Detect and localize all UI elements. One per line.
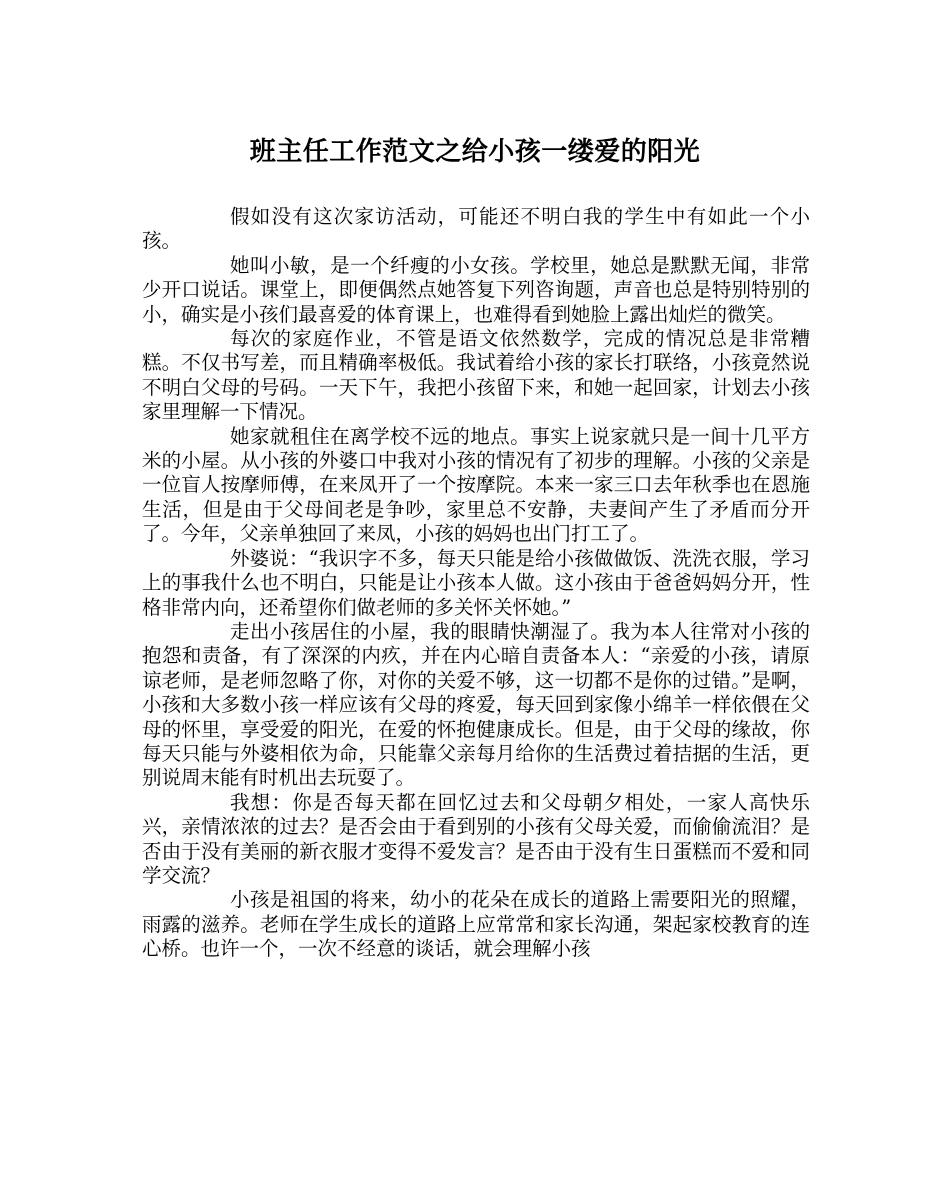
paragraph: 小孩是祖国的将来，幼小的花朵在成长的道路上需要阳光的照耀，雨露的滋养。老师在学生成长的道路上应常常和家长沟通，架起家校教育的连心桥。也许一个，一次不经意的谈话，就会理解小孩 xyxy=(142,888,810,961)
paragraph: 她家就租住在离学校不远的地点。事实上说家就只是一间十几平方米的小屋。从小孩的外婆口中我对小孩的情况有了初步的理解。小孩的父亲是一位盲人按摩师傅，在来凤开了一个按摩院。本来一家三口去年秋季也在恩施生活，但是由于父母间老是争吵，家里总不安静，夫妻间产生了矛盾而分开了。今年，父亲单独回了来凤，小孩的妈妈也出门打工了。 xyxy=(142,424,810,546)
document-body xyxy=(142,205,810,962)
paragraph: 她叫小敏，是一个纤瘦的小女孩。学校里，她总是默默无闻，非常少开口说话。课堂上，即便偶然点她答复下列咨询题，声音也总是特别特别的小，确实是小孩们最喜爱的体育课上，也难得看到她脸上露出灿烂的微笑。 xyxy=(142,253,810,326)
paragraph: 我想：你是否每天都在回忆过去和父母朝夕相处，一家人高快乐兴，亲情浓浓的过去？是否会由于看到别的小孩有父母关爱，而偷偷流泪？是否由于没有美丽的新衣服才变得不爱发言？是否由于没有生日蛋糕而不爱和同学交流？ xyxy=(142,790,810,887)
document-title: 班主任工作范文之给小孩一缕爱的阳光 xyxy=(249,137,701,167)
paragraph: 外婆说：“我识字不多，每天只能是给小孩做做饭、洗洗衣服，学习上的事我什么也不明白，只能是让小孩本人做。这小孩由于爸爸妈妈分开，性格非常内向，还希望你们做老师的多关怀关怀她。” xyxy=(142,546,810,619)
paragraph: 每次的家庭作业，不管是语文依然数学，完成的情况总是非常糟糕。不仅书写差，而且精确率极低。我试着给小孩的家长打联络，小孩竟然说不明白父母的号码。一天下午，我把小孩留下来，和她一起回家，计划去小孩家里理解一下情况。 xyxy=(142,327,810,424)
paragraph: 走出小孩居住的小屋，我的眼睛快潮湿了。我为本人往常对小孩的抱怨和责备，有了深深的内疚，并在内心暗自责备本人：“亲爱的小孩，请原谅老师，是老师忽略了你，对你的关爱不够，这一切都不是你的过错。”是啊，小孩和大多数小孩一样应该有父母的疼爱，每天回到家像小绵羊一样依偎在父母的怀里，享受爱的阳光，在爱的怀抱健康成长。但是，由于父母的缘故，你每天只能与外婆相依为命，只能靠父亲每月给你的生活费过着拮据的生活，更别说周末能有时机出去玩耍了。 xyxy=(142,619,810,790)
paragraph: 假如没有这次家访活动，可能还不明白我的学生中有如此一个小孩。 xyxy=(142,205,810,253)
